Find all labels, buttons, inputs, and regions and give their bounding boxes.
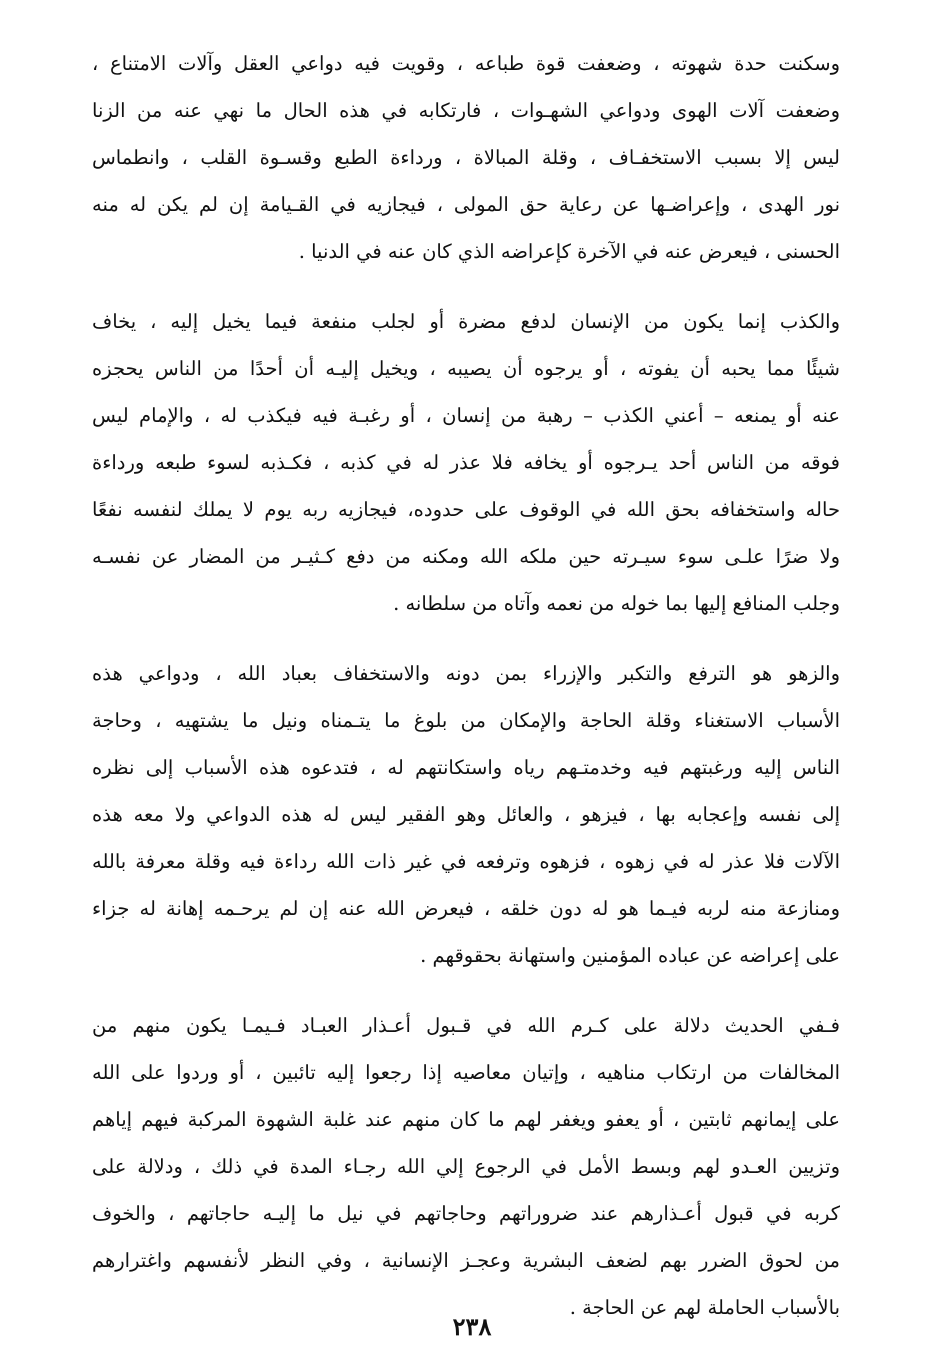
paragraph-2 <box>92 298 840 627</box>
text-line: وجلب المنافع إليها بما خوله من نعمه وآتاه من سلطانه . <box>393 592 840 615</box>
text-line: وضعفت آلات الهوى ودواعي الشهـوات ، فارتكابه في هذه الحال ما نهي عنه من الزنا <box>92 99 840 122</box>
text-line: عنه أو يمنعه – أعني الكذب – رهبة من إنسان ، أو رغبـة فيه فيكذب له ، والإمام ليس <box>92 404 840 427</box>
text-line: ولا ضرًا علـى سوء سيـرته حين ملكه الله ومكنه من دفع كـثيـر من المضار عن نفسـه <box>92 545 840 568</box>
text-line: على إعراضه عن عباده المؤمنين واستهانة بحقوقهم . <box>420 944 840 967</box>
text-line: الحسنى ، فيعرض عنه في الآخرة كإعراضه الذي كان عنه في الدنيا . <box>298 240 840 263</box>
text-line: من لحوق الضرر بهم لضعف البشرية وعجـز الإنسانية ، وفي النظر لأنفسهم واغترارهم <box>92 1249 840 1272</box>
paragraph-3 <box>92 650 840 979</box>
text-line: الناس إليه ورغبتهم فيه وخدمتـهم رياه واستكانتهم له ، فتدعوه هذه الأسباب إلى نظره <box>92 756 840 779</box>
text-line: ومنازعة منه لربه فيـما هو له دون خلقه ، فيعرض الله عنه إن لم يرحـمه إهانة له جزاء <box>92 897 840 920</box>
page-body <box>92 40 840 1340</box>
text-line: فـفي الحديث دلالة على كـرم الله في قـبول أعـذار العبـاد فـيمـا يكون منهم من <box>92 1014 840 1037</box>
text-line: والزهو هو الترفع والتكبر والإزراء بمن دونه والاستخفاف بعباد الله ، ودواعي هذه <box>92 662 840 685</box>
paragraph-1 <box>92 40 840 275</box>
text-line: الآلات فلا عذر له في زهوه ، فزهوه وترفعه في غير ذات الله رداءة فيه وقلة معرفة بالله <box>92 850 840 873</box>
text-line: فوقه من الناس أحد يـرجوه أو يخافه فلا عذر له في كذبه ، فكـذبه لسوء طبعه ورداءة <box>92 451 840 474</box>
text-line: نور الهدى ، وإعراضـها عن رعاية حق المولى ، فيجازيه في القـيامة إن لم يكن له منه <box>92 193 840 216</box>
text-line: كربه في قبول أعـذارهم عند ضروراتهم وحاجاتهم في نيل ما إليـه حاجاتهم ، والخوف <box>92 1202 840 1225</box>
text-line: الأسباب الاستغناء وقلة الحاجة والإمكان من بلوغ ما يتـمناه ونيل ما يشتهيه ، وحاجة <box>92 709 840 732</box>
text-line: بالأسباب الحاملة لهم عن الحاجة . <box>569 1296 840 1319</box>
text-line: إلى نفسه وإعجابه بها ، فيزهو ، والعائل وهو الفقير ليس له هذه الدواعي ولا معه هذه <box>92 803 840 826</box>
text-line: المخالفات من ارتكاب مناهيه ، وإتيان معاصيه إذا رجعوا إليه تائبين ، أو وردوا على الله <box>92 1061 840 1084</box>
text-line: على إيمانهم ثابتين ، أو يعفو ويغفر لهم ما كان منهم عند غلبة الشهوة المركبة فيهم إياهم <box>92 1108 840 1131</box>
text-line: وسكنت حدة شهوته ، وضعفت قوة طباعه ، وقويت فيه دواعي العقل وآلات الامتناع ، <box>92 52 840 75</box>
text-line: حاله واستخفافه بحق الله في الوقوف على حدوده، فيجازيه ربه يوم لا يملك لنفسه نفعًا <box>92 498 840 521</box>
text-line: ليس إلا بسبب الاستخفـاف ، وقلة المبالاة ، ورداءة الطبع وقسـوة القلب ، وانطماس <box>92 146 840 169</box>
paragraph-4 <box>92 1002 840 1331</box>
text-line: والكذب إنما يكون من الإنسان لدفع مضرة أو لجلب منفعة فيما يخيل إليه ، يخاف <box>92 310 840 333</box>
text-line: وتزيين العـدو لهم وبسط الأمل في الرجوع إلي الله رجـاء المدة في ذلك ، ودلالة على <box>92 1155 840 1178</box>
page-number: ٢٣٨ <box>452 1312 492 1341</box>
text-line: شيئًا مما يحبه أن يفوته ، أو يرجوه أن يصيبه ، ويخيل إليـه أن أحدًا من الناس يحجزه <box>92 357 840 380</box>
